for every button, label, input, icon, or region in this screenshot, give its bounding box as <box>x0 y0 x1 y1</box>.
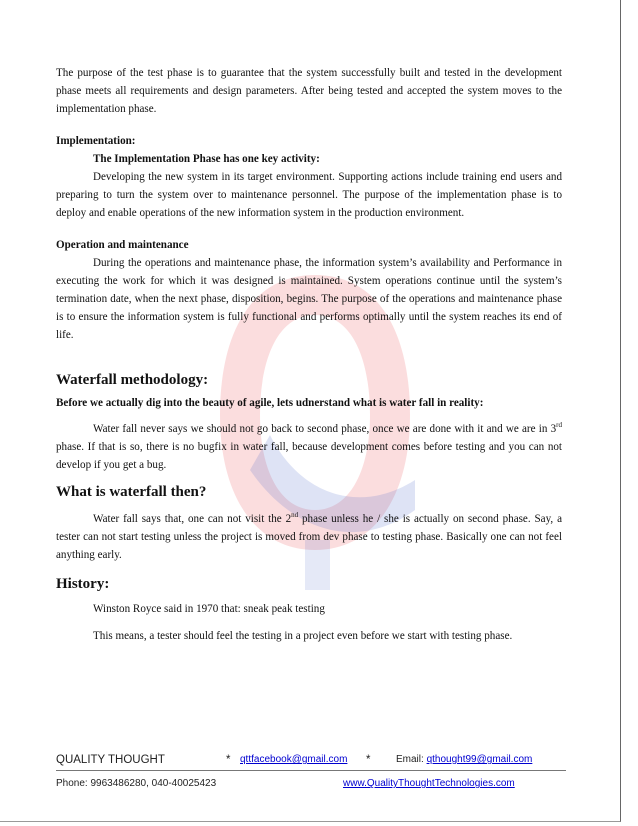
what-is-waterfall-paragraph: Water fall says that, one can not visit the 2nd phase unless he / she is actually on second phase. Say, a tester can not start testing unless the project is moved from dev phase to testing phase. Basically one can not feel anything early. <box>56 511 562 561</box>
footer-divider <box>56 770 566 771</box>
footer-website-link[interactable]: www.QualityThoughtTechnologies.com <box>343 778 515 789</box>
implementation-paragraph: Developing the new system in its target environment. Supporting actions include training end users and preparing to turn the system over to maintenance personnel. The purpose of the implementation phase is to deploy and enable operations of the new information system in the production environment. <box>56 171 562 219</box>
implementation-heading: Implementation: <box>56 135 136 147</box>
what-is-waterfall-heading: What is waterfall then? <box>56 484 207 500</box>
footer-company-name: QUALITY THOUGHT <box>56 754 165 766</box>
history-line-2: This means, a tester should feel the testing in a project even before we start with testing phase. <box>93 630 513 642</box>
waterfall-heading: Waterfall methodology: <box>56 372 209 388</box>
footer-phone: Phone: 9963486280, 040-40025423 <box>56 778 217 789</box>
intro-paragraph: The purpose of the test phase is to guarantee that the system successfully built and tested in the development phase meets all requirements and design parameters. After being tested and accepted the system moves to the implementation phase. <box>56 67 562 115</box>
waterfall-lead: Before we actually dig into the beauty of agile, lets udnerstand what is water fall in reality: <box>56 397 484 409</box>
footer-facebook-email-link[interactable]: qttfacebook@gmail.com <box>240 754 348 765</box>
waterfall-paragraph: Water fall never says we should not go back to second phase, once we are done with it and we are in 3rd phase. If that is so, there is no bugfix in water fall, because development comes before testing and you can not develop if you get a bug. <box>56 421 562 471</box>
history-heading: History: <box>56 576 110 592</box>
history-line-1: Winston Royce said in 1970 that: sneak peak testing <box>93 603 325 615</box>
footer-email-link[interactable]: qthought99@gmail.com <box>426 754 533 765</box>
operation-paragraph: During the operations and maintenance phase, the information system’s availability and Performance in executing the work for which it was designed is maintained. System operations continue until the system’s termination date, when the next phase, disposition, begins. The purpose of the operations and maintenance phase is to ensure the information system is fully functional and performs optimally until the system reaches its end of life. <box>56 257 562 341</box>
footer-separator-1: * <box>226 754 231 766</box>
document-body <box>56 64 562 645</box>
operation-heading: Operation and maintenance <box>56 239 189 251</box>
footer-email: Email: qthought99@gmail.com <box>396 754 533 765</box>
implementation-subheading: The Implementation Phase has one key activity: <box>93 153 320 165</box>
footer-separator-2: * <box>366 754 371 766</box>
